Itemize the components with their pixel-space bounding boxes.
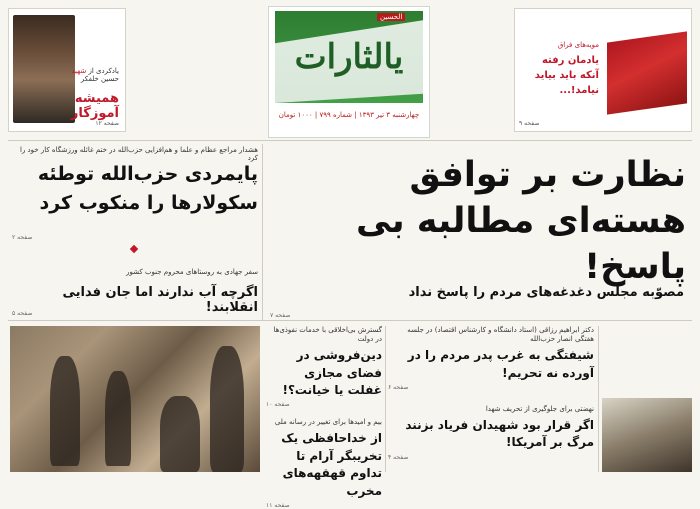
page-ref: صفحه ۱۱ [266, 502, 290, 509]
photo-figure [50, 356, 80, 466]
masthead[interactable] [268, 6, 430, 138]
feature-box-poem[interactable] [514, 8, 692, 132]
page-ref: صفحه ۶ [388, 383, 409, 391]
story-kicker: دکتر ابراهیم رزاقی (استاد دانشگاه و کارشناس اقتصاد) در جلسه هفتگی انصار حزب‌الله [407, 326, 594, 344]
divider-diamond [130, 245, 138, 253]
lead-headline[interactable]: نظارت بر توافق هسته‌ای مطالبه بی پاسخ! [356, 155, 686, 288]
lead-subheadline: مصوّبه مجلس دغدغه‌های مردم را پاسخ نداد [408, 285, 684, 300]
photo-figure [105, 371, 131, 466]
page-ref: صفحه ۵ [12, 310, 33, 317]
feature-box-martyr[interactable] [8, 8, 126, 132]
masthead-tag: الحسین [377, 13, 405, 21]
feature-kicker: مویه‌های فراق [557, 41, 599, 49]
bottom-column-2[interactable] [388, 326, 594, 472]
feature-kicker: یادکردی از شهید حسین خلفکر [71, 67, 119, 84]
red-flag-image [607, 31, 687, 114]
divider [8, 140, 692, 141]
divider [8, 320, 692, 321]
martyrs-rally-photo [602, 398, 692, 472]
masthead-dateline: چهارشنبه ۳ تیر ۱۳۹۳ | شماره ۷۹۹ | ۱۰۰۰ تومان [278, 111, 420, 119]
story-kicker: نهضتی برای جلوگیری از تحریف شهدا [485, 404, 594, 413]
bottom-column-1[interactable] [266, 326, 382, 509]
story-headline[interactable]: دین‌فروشی در فضای مجازی غفلت یا خیانت؟! [282, 348, 382, 397]
page-ref: صفحه ۲ [12, 234, 33, 241]
village-news-photo[interactable] [10, 326, 260, 472]
photo-figure [210, 346, 244, 472]
story-kicker: هشدار مراجع عظام و علما و هم‌افزایی حزب‌الله در ختم غائله ورزشگاه کار خود را کرد [20, 146, 258, 162]
page-ref: صفحه ۹ [519, 120, 540, 127]
story-kicker: سفر جهادی به روستاهای محروم جنوب کشور [126, 268, 258, 276]
column-divider [385, 326, 386, 472]
page-ref: صفحه ۷ [270, 312, 291, 319]
story-headline[interactable]: پایمردی حزب‌الله توطئه سکولارها را منکوب کرد [37, 163, 258, 214]
column-divider [262, 144, 263, 320]
photo-figure [160, 396, 200, 472]
feature-poem: یادمان رفته آنکه باید بیاید نیامد!... [534, 55, 599, 96]
page-ref: صفحه ۱۰ [266, 401, 290, 409]
feature-title: همیشه آموزگار [70, 91, 119, 121]
column-divider [598, 326, 599, 472]
story-kicker: بیم و امیدها برای تغییر در رسانه ملی [274, 418, 382, 427]
page-ref: صفحه ۴ [388, 453, 409, 461]
newspaper-logo: یالثارات [294, 37, 404, 77]
story-headline[interactable]: اگرچه آب ندارند اما جان فدایی انقلابند! [62, 285, 258, 315]
bottom-column-3[interactable] [602, 326, 692, 472]
story-kicker: گسترش بی‌اخلاقی با خدمات نفوذی‌ها در دولت [273, 326, 382, 344]
story-headline[interactable]: از خداحافظی یک تخریبگر آرام تا تداوم قهقهه‌های مخرب [281, 431, 382, 498]
story-headline[interactable]: اگر قرار بود شهیدان فریاد بزنند مرگ بر آمریکا! [405, 418, 594, 450]
story-headline[interactable]: شیفتگی به غرب پدر مردم را در آورده نه تحریم! [407, 348, 594, 380]
page-ref: صفحه ۱۲ [95, 120, 119, 127]
